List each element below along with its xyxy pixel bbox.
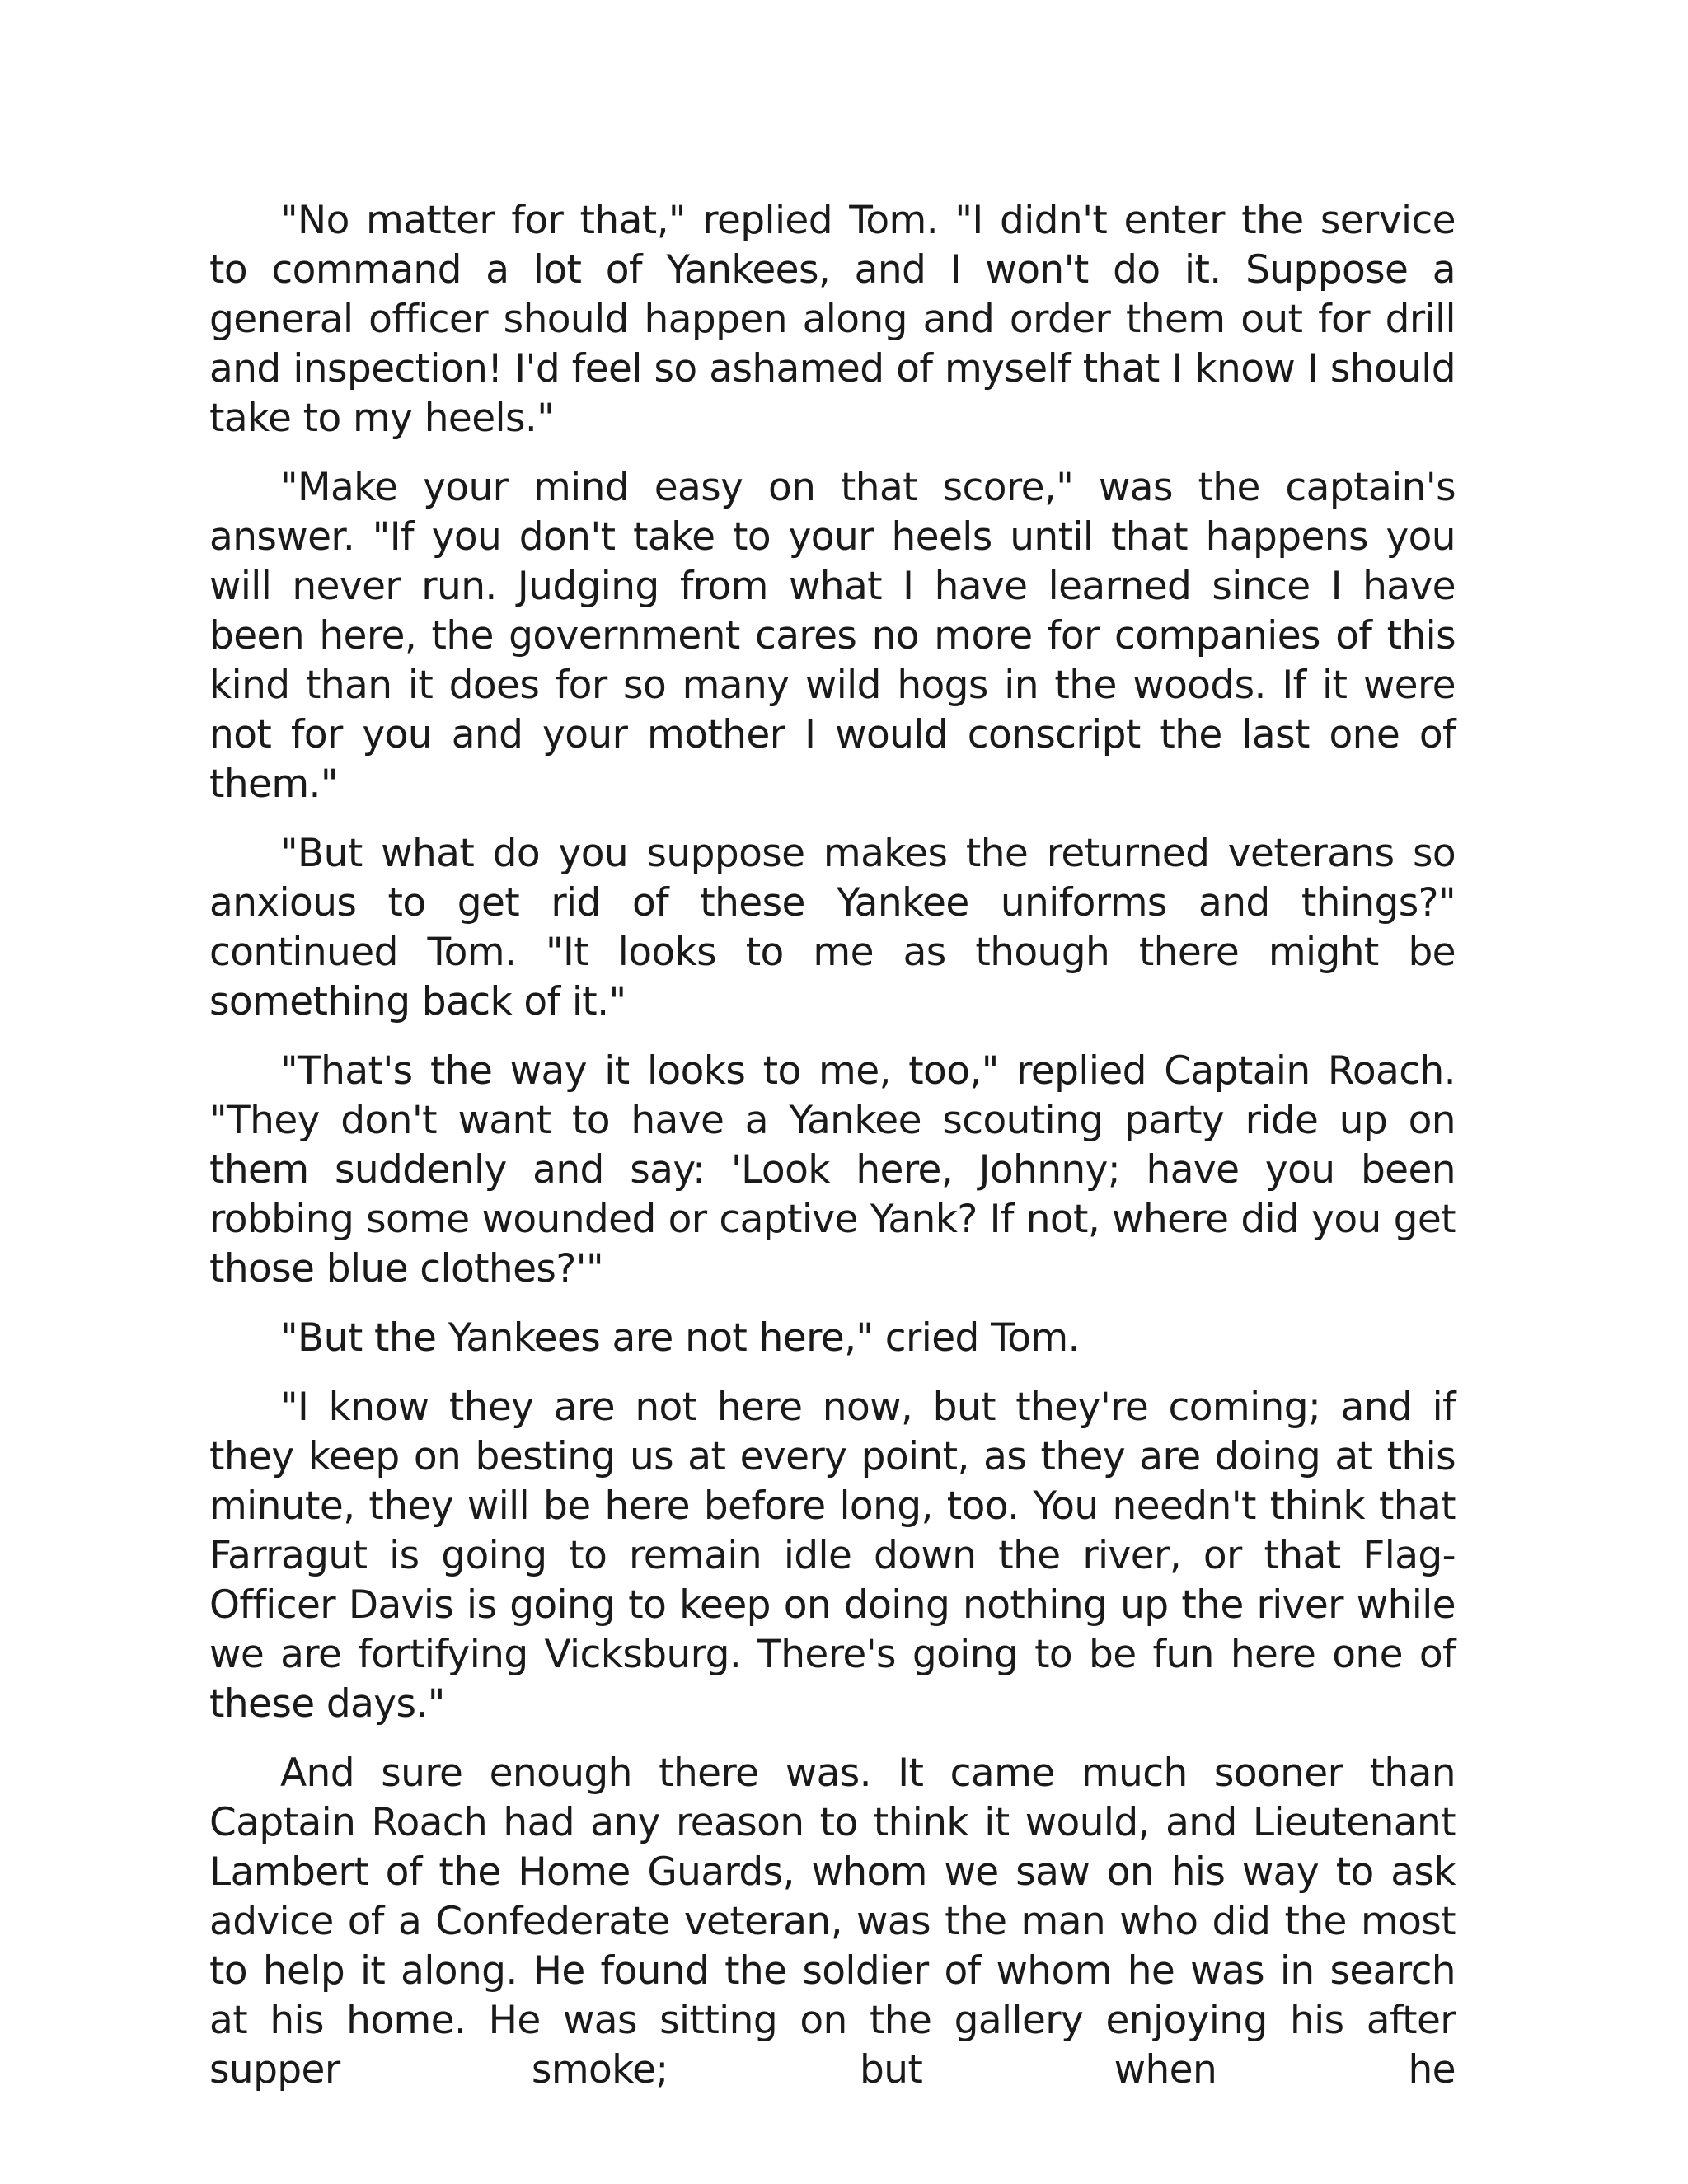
paragraph-2: "Make your mind easy on that score," was the captain's answer. "If you don't take to your heels until that happens you will never run. Judging from what I have learned since I have been here, the government cares no more for companies of this kind than it does for so many wild hogs in the woods. If it were not for you and your mother I would conscript the last one of them.": [209, 465, 1456, 807]
paragraph-6: "I know they are not here now, but they're coming; and if they keep on besting us at every point, as they are doing at this minute, they will be here before long, too. You needn't think that Farragut is going to remain idle down the river, or that Flag-Officer Davis is going to keep on doing nothing up the river while we are fortifying Vicksburg. There's going to be fun here one of these days.": [209, 1385, 1456, 1727]
paragraph-7: And sure enough there was. It came much sooner than Captain Roach had any reason to think it would, and Lieutenant Lambert of the Home Guards, whom we saw on his way to ask advice of a Confederate veteran, was the man who did the most to help it along. He found the soldier of whom he was in search at his home. He was sitting on the gallery enjoying his after supper smoke; but when he: [209, 1750, 1456, 2093]
paragraph-1: "No matter for that," replied Tom. "I didn't enter the service to command a lot of Yankees, and I won't do it. Suppose a general officer should happen along and order them out for drill and inspection! I'd feel so ashamed of myself that I know I should take to my heels.": [209, 198, 1456, 441]
paragraph-4: "That's the way it looks to me, too," replied Captain Roach. "They don't want to have a Yankee scouting party ride up on them suddenly and say: 'Look here, Johnny; have you been robbing some wounded or captive Yank? If not, where did you get those blue clothes?'": [209, 1048, 1456, 1291]
paragraph-5: "But the Yankees are not here," cried Tom.: [280, 1315, 1080, 1361]
paragraph-3: "But what do you suppose makes the returned veterans so anxious to get rid of these Yankee uniforms and things?" continued Tom. "It looks to me as though there might be something back of it.": [209, 831, 1456, 1024]
page-body: [209, 196, 1456, 2115]
